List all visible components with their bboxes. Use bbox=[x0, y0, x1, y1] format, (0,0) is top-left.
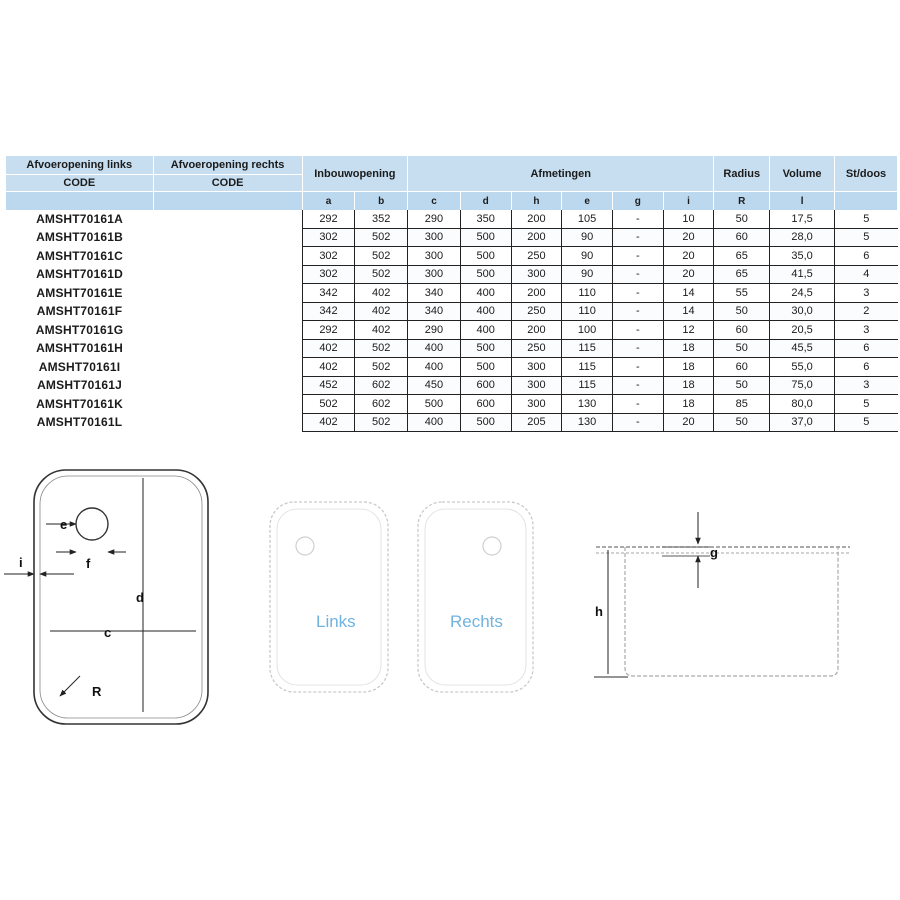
table-row bbox=[6, 284, 898, 303]
cell-radius: 50 bbox=[714, 302, 770, 321]
product-code-right-empty bbox=[153, 284, 302, 303]
diagram-area bbox=[0, 440, 900, 760]
cell-radius: 65 bbox=[714, 265, 770, 284]
cell-i: 20 bbox=[663, 228, 714, 247]
header-right-code-title: Afvoeropening rechts bbox=[153, 156, 302, 175]
cell-radius: 60 bbox=[714, 358, 770, 377]
cell-g: - bbox=[612, 247, 663, 266]
cell-radius: 85 bbox=[714, 395, 770, 414]
cell-d: 400 bbox=[460, 321, 511, 340]
cell-st-doos: 5 bbox=[835, 395, 898, 414]
cell-i: 14 bbox=[663, 284, 714, 303]
product-code: AMSHT70161J bbox=[37, 378, 122, 393]
cell-radius: 50 bbox=[714, 210, 770, 228]
cell-volume: 35,0 bbox=[770, 247, 835, 266]
dim-letter-blank bbox=[835, 192, 898, 211]
cell-g: - bbox=[612, 228, 663, 247]
cell-a: 402 bbox=[302, 339, 355, 358]
cell-a: 292 bbox=[302, 321, 355, 340]
product-code: AMSHT70161H bbox=[36, 341, 123, 356]
cell-e: 115 bbox=[562, 376, 613, 395]
cell-e: 90 bbox=[562, 265, 613, 284]
sink-inner-outline bbox=[40, 476, 202, 718]
cell-g: - bbox=[612, 358, 663, 377]
cell-i: 20 bbox=[663, 413, 714, 432]
dim-letter-g: g bbox=[612, 192, 663, 211]
product-code: AMSHT70161I bbox=[38, 359, 121, 374]
cell-volume: 45,5 bbox=[770, 339, 835, 358]
cell-radius: 55 bbox=[714, 284, 770, 303]
cell-h: 200 bbox=[511, 228, 562, 247]
cell-b: 402 bbox=[355, 321, 408, 340]
cell-e: 115 bbox=[562, 339, 613, 358]
cell-d: 400 bbox=[460, 302, 511, 321]
cell-volume: 37,0 bbox=[770, 413, 835, 432]
cell-volume: 20,5 bbox=[770, 321, 835, 340]
product-code-right-empty bbox=[153, 247, 302, 266]
label-e: e bbox=[60, 517, 68, 532]
table-row bbox=[6, 358, 898, 377]
cell-e: 100 bbox=[562, 321, 613, 340]
cell-h: 205 bbox=[511, 413, 562, 432]
cell-g: - bbox=[612, 210, 663, 228]
label-i: i bbox=[19, 555, 23, 570]
table-row bbox=[6, 302, 898, 321]
table-row bbox=[6, 228, 898, 247]
cell-c: 500 bbox=[408, 395, 461, 414]
cell-h: 300 bbox=[511, 358, 562, 377]
cell-a: 292 bbox=[302, 210, 355, 228]
product-code: AMSHT70161F bbox=[36, 304, 123, 319]
cell-h: 200 bbox=[511, 284, 562, 303]
table-row bbox=[6, 395, 898, 414]
cell-g: - bbox=[612, 284, 663, 303]
cell-b: 502 bbox=[355, 358, 408, 377]
table-row bbox=[6, 413, 898, 432]
label-r: R bbox=[92, 684, 102, 699]
cell-i: 18 bbox=[663, 358, 714, 377]
cell-a: 502 bbox=[302, 395, 355, 414]
cell-e: 110 bbox=[562, 302, 613, 321]
header-blank-right bbox=[153, 192, 302, 211]
cell-e: 90 bbox=[562, 228, 613, 247]
cell-d: 350 bbox=[460, 210, 511, 228]
cell-st-doos: 5 bbox=[835, 228, 898, 247]
label-g: g bbox=[710, 545, 718, 560]
cell-h: 300 bbox=[511, 395, 562, 414]
cell-d: 500 bbox=[460, 413, 511, 432]
cell-radius: 50 bbox=[714, 339, 770, 358]
rechts-sink-diagram bbox=[418, 502, 533, 692]
cell-c: 300 bbox=[408, 265, 461, 284]
top-view-diagram bbox=[4, 470, 208, 724]
cell-radius: 50 bbox=[714, 376, 770, 395]
cell-b: 502 bbox=[355, 413, 408, 432]
cell-a: 302 bbox=[302, 228, 355, 247]
table-row bbox=[6, 210, 898, 228]
side-view-basin bbox=[625, 547, 838, 676]
cell-c: 340 bbox=[408, 302, 461, 321]
cell-g: - bbox=[612, 395, 663, 414]
cell-d: 500 bbox=[460, 358, 511, 377]
cell-b: 602 bbox=[355, 376, 408, 395]
cell-a: 452 bbox=[302, 376, 355, 395]
cell-h: 300 bbox=[511, 265, 562, 284]
product-code-right-empty bbox=[153, 413, 302, 432]
cell-i: 18 bbox=[663, 339, 714, 358]
cell-st-doos: 4 bbox=[835, 265, 898, 284]
cell-st-doos: 3 bbox=[835, 321, 898, 340]
sink-outline bbox=[34, 470, 208, 724]
product-code-right-empty bbox=[153, 339, 302, 358]
cell-c: 290 bbox=[408, 321, 461, 340]
label-d: d bbox=[136, 590, 144, 605]
product-code-right-empty bbox=[153, 265, 302, 284]
label-rechts: Rechts bbox=[450, 612, 503, 631]
cell-radius: 60 bbox=[714, 228, 770, 247]
product-code: AMSHT70161L bbox=[36, 415, 123, 430]
dim-letter-a: a bbox=[302, 192, 355, 211]
cell-h: 250 bbox=[511, 247, 562, 266]
header-radius: Radius bbox=[714, 156, 770, 192]
cell-a: 402 bbox=[302, 413, 355, 432]
cell-volume: 24,5 bbox=[770, 284, 835, 303]
cell-a: 302 bbox=[302, 265, 355, 284]
label-links: Links bbox=[316, 612, 356, 631]
product-code: AMSHT70161C bbox=[36, 248, 123, 263]
cell-c: 290 bbox=[408, 210, 461, 228]
cell-b: 402 bbox=[355, 284, 408, 303]
header-st-doos: St/doos bbox=[835, 156, 898, 192]
cell-i: 14 bbox=[663, 302, 714, 321]
cell-e: 130 bbox=[562, 413, 613, 432]
cell-b: 502 bbox=[355, 247, 408, 266]
header-left-code-title: Afvoeropening links bbox=[6, 156, 153, 175]
cell-st-doos: 6 bbox=[835, 358, 898, 377]
header-code-right: CODE bbox=[153, 175, 302, 192]
header-afmetingen: Afmetingen bbox=[408, 156, 714, 192]
cell-st-doos: 6 bbox=[835, 339, 898, 358]
cell-volume: 17,5 bbox=[770, 210, 835, 228]
label-h: h bbox=[595, 604, 603, 619]
dim-letter-l: l bbox=[770, 192, 835, 211]
header-inbouwopening: Inbouwopening bbox=[302, 156, 407, 192]
cell-d: 400 bbox=[460, 284, 511, 303]
cell-c: 300 bbox=[408, 228, 461, 247]
dim-letter-c: c bbox=[408, 192, 461, 211]
cell-d: 600 bbox=[460, 395, 511, 414]
cell-b: 502 bbox=[355, 339, 408, 358]
cell-c: 450 bbox=[408, 376, 461, 395]
cell-g: - bbox=[612, 321, 663, 340]
product-code-right-empty bbox=[153, 321, 302, 340]
cell-b: 402 bbox=[355, 302, 408, 321]
dim-letter-i: i bbox=[663, 192, 714, 211]
cell-g: - bbox=[612, 302, 663, 321]
cell-d: 500 bbox=[460, 339, 511, 358]
cell-a: 342 bbox=[302, 302, 355, 321]
product-code-right-empty bbox=[153, 228, 302, 247]
cell-d: 500 bbox=[460, 265, 511, 284]
cell-st-doos: 5 bbox=[835, 210, 898, 228]
header-code-left: CODE bbox=[6, 175, 153, 192]
cell-h: 300 bbox=[511, 376, 562, 395]
cell-h: 250 bbox=[511, 302, 562, 321]
cell-e: 130 bbox=[562, 395, 613, 414]
cell-c: 400 bbox=[408, 413, 461, 432]
product-code-right-empty bbox=[153, 376, 302, 395]
cell-d: 600 bbox=[460, 376, 511, 395]
drain-hole bbox=[76, 508, 108, 540]
cell-volume: 75,0 bbox=[770, 376, 835, 395]
product-code: AMSHT70161D bbox=[36, 267, 123, 282]
product-code: AMSHT70161B bbox=[36, 230, 123, 245]
product-code: AMSHT70161A bbox=[36, 212, 123, 226]
cell-volume: 80,0 bbox=[770, 395, 835, 414]
cell-e: 105 bbox=[562, 210, 613, 228]
product-code-right-empty bbox=[153, 358, 302, 377]
table-row bbox=[6, 247, 898, 266]
cell-radius: 65 bbox=[714, 247, 770, 266]
cell-st-doos: 3 bbox=[835, 284, 898, 303]
cell-c: 340 bbox=[408, 284, 461, 303]
dim-letter-h: h bbox=[511, 192, 562, 211]
product-code: AMSHT70161E bbox=[36, 285, 123, 300]
product-code: AMSHT70161K bbox=[36, 396, 123, 411]
header-blank-left bbox=[6, 192, 153, 211]
cell-st-doos: 6 bbox=[835, 247, 898, 266]
cell-i: 10 bbox=[663, 210, 714, 228]
product-code-right-empty bbox=[153, 210, 302, 228]
dim-letter-e: e bbox=[562, 192, 613, 211]
dim-letter-b: b bbox=[355, 192, 408, 211]
cell-st-doos: 2 bbox=[835, 302, 898, 321]
product-code-right-empty bbox=[153, 302, 302, 321]
cell-i: 20 bbox=[663, 265, 714, 284]
cell-volume: 28,0 bbox=[770, 228, 835, 247]
dim-letter-r: R bbox=[714, 192, 770, 211]
cell-g: - bbox=[612, 376, 663, 395]
cell-radius: 60 bbox=[714, 321, 770, 340]
spec-table bbox=[6, 156, 898, 432]
table-body bbox=[6, 210, 898, 432]
cell-i: 12 bbox=[663, 321, 714, 340]
cell-a: 402 bbox=[302, 358, 355, 377]
table-row bbox=[6, 321, 898, 340]
cell-c: 400 bbox=[408, 339, 461, 358]
cell-volume: 55,0 bbox=[770, 358, 835, 377]
cell-e: 115 bbox=[562, 358, 613, 377]
cell-i: 18 bbox=[663, 376, 714, 395]
product-code-right-empty bbox=[153, 395, 302, 414]
rechts-drain-hole bbox=[483, 537, 501, 555]
cell-b: 502 bbox=[355, 228, 408, 247]
cell-d: 500 bbox=[460, 247, 511, 266]
label-f: f bbox=[86, 556, 91, 571]
cell-g: - bbox=[612, 413, 663, 432]
cell-h: 200 bbox=[511, 321, 562, 340]
table-row bbox=[6, 376, 898, 395]
cell-b: 352 bbox=[355, 210, 408, 228]
cell-st-doos: 5 bbox=[835, 413, 898, 432]
table-row bbox=[6, 265, 898, 284]
table-row bbox=[6, 339, 898, 358]
cell-g: - bbox=[612, 265, 663, 284]
cell-h: 200 bbox=[511, 210, 562, 228]
product-code: AMSHT70161G bbox=[35, 322, 124, 337]
links-sink-diagram bbox=[270, 502, 388, 692]
dim-letter-d: d bbox=[460, 192, 511, 211]
cell-e: 90 bbox=[562, 247, 613, 266]
cell-c: 300 bbox=[408, 247, 461, 266]
cell-volume: 30,0 bbox=[770, 302, 835, 321]
cell-volume: 41,5 bbox=[770, 265, 835, 284]
cell-b: 602 bbox=[355, 395, 408, 414]
side-view-diagram bbox=[594, 512, 850, 677]
cell-d: 500 bbox=[460, 228, 511, 247]
header-volume: Volume bbox=[770, 156, 835, 192]
cell-g: - bbox=[612, 339, 663, 358]
cell-b: 502 bbox=[355, 265, 408, 284]
links-drain-hole bbox=[296, 537, 314, 555]
cell-i: 18 bbox=[663, 395, 714, 414]
cell-radius: 50 bbox=[714, 413, 770, 432]
cell-i: 20 bbox=[663, 247, 714, 266]
cell-a: 302 bbox=[302, 247, 355, 266]
label-c: c bbox=[104, 625, 112, 640]
cell-c: 400 bbox=[408, 358, 461, 377]
cell-st-doos: 3 bbox=[835, 376, 898, 395]
cell-a: 342 bbox=[302, 284, 355, 303]
cell-h: 250 bbox=[511, 339, 562, 358]
cell-e: 110 bbox=[562, 284, 613, 303]
